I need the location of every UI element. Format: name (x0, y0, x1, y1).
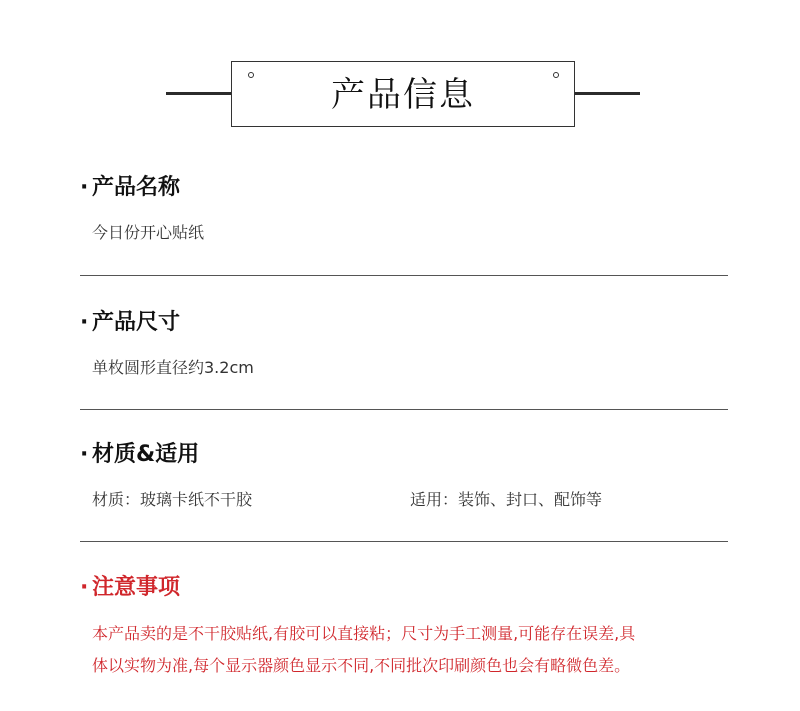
section-notice (80, 574, 728, 684)
section-heading (80, 309, 180, 337)
page-title: 产品信息 (331, 75, 475, 115)
notice-line-2: 体以实物为准,每个显示器颜色显示不同,不同批次印刷颜色也会有略微色差。 (92, 656, 631, 675)
notice-text (92, 618, 712, 682)
section-heading (80, 174, 180, 202)
bullet-icon: · (80, 442, 89, 467)
product-size-value: 单枚圆形直径约3.2cm (92, 358, 254, 377)
section-material-usage (80, 441, 728, 542)
header-rule-right (568, 92, 640, 95)
heading-label: 产品名称 (92, 175, 181, 200)
header (0, 0, 800, 140)
material-value: 材质：玻璃卡纸不干胶 (92, 490, 253, 509)
section-heading (80, 574, 180, 602)
section-divider (80, 275, 728, 276)
heading-label: 材质&适用 (92, 442, 200, 467)
title-sign (231, 61, 575, 127)
bullet-icon: · (80, 175, 89, 200)
notice-line-1: 本产品卖的是不干胶贴纸,有胶可以直接粘；尺寸为手工测量,可能存在误差,具 (92, 624, 636, 643)
section-product-name (80, 174, 728, 276)
bullet-icon: · (80, 310, 89, 335)
header-rule-left (166, 92, 240, 95)
product-name-value: 今日份开心贴纸 (92, 223, 205, 242)
section-heading (80, 441, 199, 469)
bullet-icon: · (80, 575, 89, 600)
heading-label: 注意事项 (92, 575, 181, 600)
section-product-size (80, 309, 728, 410)
section-divider (80, 409, 728, 410)
section-divider (80, 541, 728, 542)
usage-value: 适用：装饰、封口、配饰等 (410, 490, 603, 509)
heading-label: 产品尺寸 (92, 310, 181, 335)
